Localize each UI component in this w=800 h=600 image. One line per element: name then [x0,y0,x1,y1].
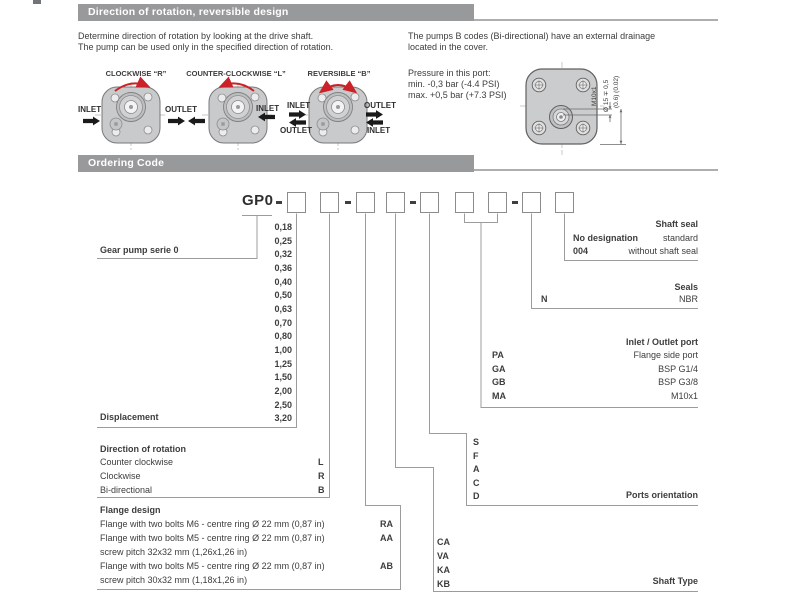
code-separator-dash [276,201,282,204]
seals-section-title: Seals [674,282,698,292]
code-box-shaft-seal [555,192,574,213]
pump-diagram-clockwise [95,83,167,150]
pressure-note-line-2: min. -0,3 bar (-4.4 PSI) [408,79,500,89]
flange-row-text: screw pitch 32x32 mm (1,26x1,26 in) [100,547,248,557]
reversible-left-inlet-label: INLET [287,101,311,110]
reversible-right-outlet-label: OUTLET [364,101,396,110]
pump-diagram-reversible [302,84,374,150]
displacement-value: 2,50 [274,399,292,410]
inlet-arrow-right [83,117,100,126]
flange-row-text: Flange with two bolts M5 - centre ring Ø 22 mm (0,87 in) [100,561,325,571]
displacement-value: 2,00 [274,385,292,396]
rotation-section-title: Direction of rotation [100,444,186,454]
code-separator-dash [345,201,351,204]
shaft-type-code: CA [437,537,450,547]
pressure-note-line-1: Pressure in this port: [408,68,491,78]
ports-orientation-code: C [473,477,480,488]
section-header-label: Ordering Code [88,157,165,169]
flange-row-code: AB [380,561,393,571]
flange-section-title: Flange design [100,505,161,515]
inlet-label: INLET [78,105,102,114]
displacement-value: 3,20 [274,413,292,424]
ports-orientation-title: Ports orientation [625,490,698,500]
section-header-rule [474,169,718,171]
pump-title-clockwise: CLOCKWISE “R” [105,69,167,78]
shaft-type-codes [437,535,450,591]
rotation-row-code: L [318,457,324,467]
flange-row-code: RA [380,519,393,529]
displacement-value: 0,80 [274,331,292,342]
code-box-ports-orientation [420,192,439,213]
rotation-row-code: B [318,485,325,495]
section-header-ordering-code [78,155,474,172]
ports-orientation-code: F [473,450,479,461]
displacement-value: 1,00 [274,344,292,355]
dimension-depth-mm-label: Ø 15 ∓ 0,5 [603,79,610,112]
code-box-shaft-type [386,192,405,213]
shaft-seal-row-text: standard [662,233,698,243]
ports-orientation-code: S [473,437,480,447]
code-box-flange [356,192,375,213]
rotation-row-text: Bi-directional [100,485,153,495]
code-box-inlet-port [455,192,474,213]
shaft-seal-row-code: 004 [573,246,589,256]
displacement-value: 0,36 [274,262,292,273]
rotation-row-text: Clockwise [100,471,141,481]
series-label: Gear pump serie 0 [100,245,179,255]
ports-values [480,349,698,404]
flange-row-text: Flange with two bolts M6 - centre ring Ø 22 mm (0,87 in) [100,519,325,529]
outlet-label: OUTLET [165,105,197,114]
shaft-type-code: VA [437,551,449,561]
code-box-rotation [320,192,339,213]
rotation-row-code: R [318,471,325,481]
reversible-right-inlet-label: INLET [367,126,391,135]
flange-row-text: Flange with two bolts M5 - centre ring Ø 22 mm (0,87 in) [100,533,325,543]
inlet-label: INLET [256,104,280,113]
displacement-value: 0,50 [274,290,292,301]
shaft-seal-section-title: Shaft seal [655,219,698,229]
ports-row-code: PA [492,350,504,360]
shaft-seal-row-code: No designation [573,233,638,243]
displacement-value: 1,50 [274,372,292,383]
section-header-rule [474,19,718,21]
shaft-type-title: Shaft Type [652,576,698,586]
displacement-value: 0,70 [274,317,292,328]
dimension-depth-in-label: (0.6) (0.02) [613,75,620,108]
ports-row-code: MA [492,391,506,402]
displacement-values [250,221,292,426]
displacement-label: Displacement [100,412,159,422]
shaft-seal-row-text: without shaft seal [628,246,698,256]
code-separator-dash [512,201,518,204]
intro-left-line-2: The pump can be used only in the specified direction of rotation. [78,42,334,52]
reversible-left-outlet-label: OUTLET [280,126,312,135]
displacement-value: 0,32 [274,249,292,260]
outlet-arrow-left [188,117,205,126]
ports-row-text: Flange side port [633,350,698,360]
pump-title-counter-clockwise: COUNTER-CLOCKWISE “L” [186,69,286,78]
ports-orientation-code: D [473,491,480,502]
intro-left-line-1: Determine direction of rotation by looking at the drive shaft. [78,31,314,41]
displacement-value: 1,25 [274,358,292,369]
code-separator-dash [410,201,416,204]
seals-row-text: NBR [678,294,698,304]
ports-row-text: BSP G1/4 [658,363,698,374]
ports-section-title: Inlet / Outlet port [626,337,698,347]
flange-row-text: screw pitch 30x32 mm (1,18x1,26 in) [100,575,248,585]
displacement-value: 0,18 [274,222,292,232]
pressure-note-line-3: max. +0,5 bar (+7.3 PSI) [408,90,507,100]
shaft-type-code: KB [437,579,450,589]
reversible-right-arrow-right [366,110,383,119]
code-box-outlet-port [488,192,507,213]
ordering-code-prefix: GP0 [242,192,274,209]
intro-right-line-2: located in the cover. [408,42,489,52]
ports-row-code: GA [492,363,506,374]
intro-right-line-1: The pumps B codes (Bi-directional) have an external drainage [408,31,656,41]
flange-row-code: AA [380,533,393,543]
section-header-label: Direction of rotation, reversible design [88,6,289,18]
ports-row-text: M10x1 [670,391,698,402]
section-header-direction-of-rotation [78,4,474,21]
code-box-displacement [287,192,306,213]
outlet-arrow-right [168,117,185,126]
ports-row-text: BSP G3/8 [658,377,698,388]
shaft-type-code: KA [437,565,450,575]
ports-orientation-codes [473,436,480,504]
ports-row-code: GB [492,377,506,388]
dimension-thread-label: M10x1 [591,86,598,106]
displacement-value: 0,40 [274,276,292,287]
reversible-left-arrow-right [289,110,306,119]
code-box-seals [522,192,541,213]
displacement-value: 0,63 [274,303,292,314]
ports-orientation-code: A [473,464,480,475]
pump-title-reversible: REVERSIBLE “B” [307,69,371,78]
displacement-value: 0,25 [274,235,292,246]
seals-row-code: N [541,294,548,304]
rotation-row-text: Counter clockwise [100,457,174,467]
